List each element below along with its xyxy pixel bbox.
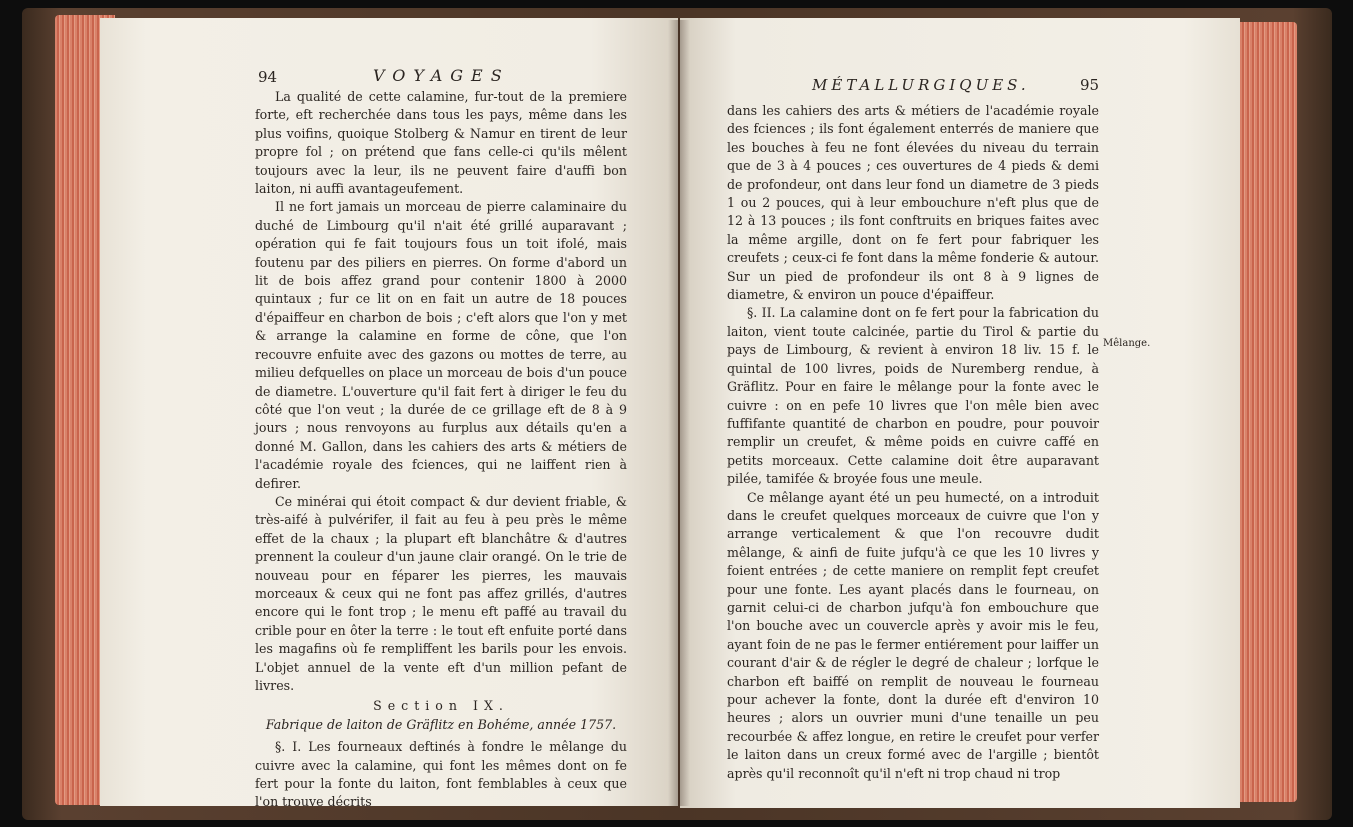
paragraph: §. II. La calamine dont on fe fert pour la fabrication du laiton, vient toute calcinée, partie du Tirol & partie du pays de Limbourg, & revient à environ 18 liv. 15 f. le quintal de 100 livres, poids de Nuremberg rendue, à Gräflitz. Pour en faire le mêlange pour la fonte avec le cuivre : on en pefe 10 livres que l'on mêle bien avec fuffifante quantité de charbon en poudre, pour pouvoir remplir un creufet, & même poids en cuivre caffé en petits morceaux. Cette calamine doit être auparavant pilée, tamifée & broyée fous une meule.	[727, 305, 1099, 487]
paragraph: Ce mêlange ayant été un peu humecté, on a introduit dans le creufet quelques morceaux de cuivre que l'on y arrange verticalement & que l'on recouvre dudit mêlange, & ainfi de fuite jufqu'à ce que les 10 livres y foient entrées ; de cette maniere on remplit fept creufet pour une fonte. Les ayant placés dans le fourneau, on garnit celui-ci de charbon jufqu'à fon embouchure que l'on bouche avec un couvercle après y avoir mis le feu, ayant foin de ne pas le fermer entiérement pour laiffer un courant d'air & de régler le degré de chaleur ; lorfque le charbon eft baiffé on remplit de nouveau le fourneau pour achever la fonte, dont la durée eft d'environ 10 heures ; alors un ouvrier muni d'une tenaille un peu recourbée & affez longue, en retire le creufet pour verfer le laiton dans un creux formé avec de l'argille ; bientôt après qu'il reconnoît qu'il n'eft ni trop chaud ni trop	[727, 489, 1099, 781]
paragraph: Ce minérai qui étoit compact & dur devient friable, & très-aifé à pulvérifer, il fait au feu à peu près le même effet de la chaux ; la plupart eft blanchâtre & d'autres prennent la couleur d'un jaune clair orangé. On le trie de nouveau pour en féparer les pierres, les mauvais morceaux & ceux qui ne font pas affez grillés, d'autres encore qui le font trop ; le menu eft paffé au travail du crible pour en ôter la terre : le tout eft enfuite porté dans les magafins où fe rempliffent les barils pour les envois. L'objet annuel de la vente eft d'un million pefant de livres.	[255, 493, 627, 693]
page-edges-right	[1235, 22, 1297, 802]
paragraph: §. I. Les fourneaux deftinés à fondre le mêlange du cuivre avec la calamine, qui font les mêmes dont on fe fert pour la fonte du laiton, font femblables à ceux que l'on trouve décrits	[255, 739, 627, 810]
paragraph: dans les cahiers des arts & métiers de l'académie royale des fciences ; ils font également enterrés de maniere que les bouches à feu ne font élevées du niveau du terrain que de 3 à 4 pouces ; ces ouvertures de 4 pieds & demi de profondeur, ont dans leur fond un diametre de 3 pieds 1 ou 2 pouces, qui à leur embouchure n'eft plus que de 12 à 13 pouces ; ils font conftruits en briques faites avec la même argille, dont on fe fert pour fabriquer les creufets ; ceux-ci fe font dans la même fonderie & autour. Sur un pied de profondeur ils ont 8 à 9 lignes de diametre, & environ un pouce d'épaiffeur.	[727, 103, 1099, 303]
left-page-number: 94	[258, 68, 278, 86]
paragraph: Il ne fort jamais un morceau de pierre calaminaire du duché de Limbourg qu'il n'ait été grillé auparavant ; opération qui fe fait toujours fous un toit ifolé, mais foutenu par des piliers en pierres. On forme d'abord un lit de bois affez grand pour contenir 1800 à 2000 quintaux ; fur ce lit on en fait un autre de 18 pouces d'épaiffeur en charbon de bois ; c'eft alors que l'on y met & arrange la calamine en forme de cône, que l'on recouvre enfuite avec des gazons ou mottes de terre, au milieu defquelles on place un morceau de bois d'un pouce de diametre. L'ouverture qu'il fait fert à diriger le feu du côté que l'on veut ; la durée de ce grillage eft de 8 à 9 jours ; nous renvoyons au furplus aux détails qu'en a donné M. Gallon, dans les cahiers des arts & métiers de l'académie royale des fciences, qui ne laiffent rien à defirer.	[255, 199, 627, 491]
book-gutter	[668, 20, 690, 806]
left-running-head: VOYAGES	[373, 66, 510, 85]
right-page-number: 95	[1080, 76, 1100, 94]
section-title: Section IX.	[373, 698, 509, 714]
paragraph: La qualité de cette calamine, fur-tout de la premiere forte, eft recherchée dans tous les pays, même dans les plus voifins, quoique Stolberg & Namur en tirent de leur propre fol ; on prétend que fans celle-ci qu'ils mêlent toujours avec la leur, ils ne peuvent faire d'auffi bon laiton, ni auffi avantageufement.	[255, 89, 627, 197]
left-page-body	[255, 88, 627, 812]
margin-note: Mêlange.	[1103, 338, 1151, 349]
right-page-body	[727, 102, 1099, 783]
section-subtitle: Fabrique de laiton de Gräflitz en Bohéme, année 1757.	[265, 716, 617, 732]
right-running-head: MÉTALLURGIQUES.	[812, 76, 1030, 94]
